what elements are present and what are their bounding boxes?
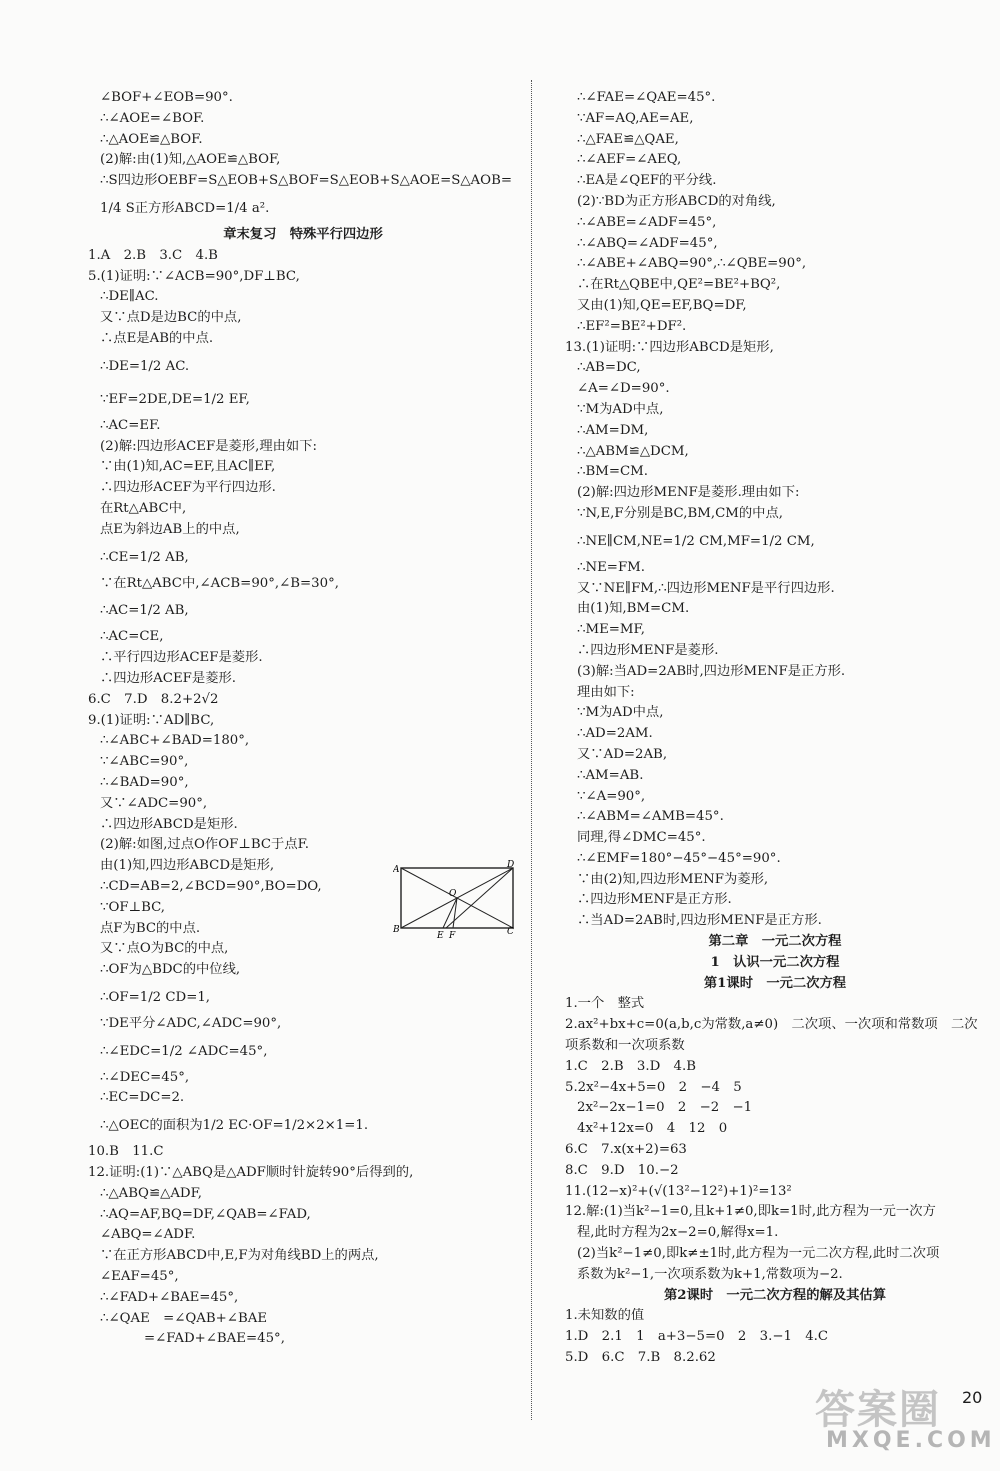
label-b: B [393, 925, 400, 935]
text-line: 2x²−2x−1=0 2 −2 −1 [577, 1100, 753, 1116]
text-line: 1.A 2.B 3.C 4.B [88, 247, 218, 263]
text-line: 1.C 2.B 3.D 4.B [565, 1058, 697, 1074]
text-line: 10.B 11.C [88, 1144, 164, 1160]
text-line: ∴∠FAE=∠QAE=45°. [577, 90, 716, 105]
text-line: 又∵NE∥FM,∴四边形MENF是平行四边形. [577, 580, 835, 596]
rectangle-figure [393, 858, 518, 938]
text-line: ∵DE平分∠ADC,∠ADC=90°, [100, 1015, 282, 1031]
text-line: ∴EA是∠QEF的平分线. [577, 173, 717, 189]
text-line: ∴∠ABE+∠ABQ=90°,∴∠QBE=90°, [577, 256, 807, 272]
text-line: 2.ax²+bx+c=0(a,b,c为常数,a≠0) 二次项、一次项和常数项 二次项系数和一次项系数 [565, 1017, 978, 1054]
text-line: ∴AC=EF. [100, 417, 161, 433]
text-line: ∴AB=DC, [577, 360, 641, 376]
label-d: D [507, 860, 515, 870]
text-line: ∴∠QAE =∠QAB+∠BAE [100, 1310, 268, 1326]
text-line: (2)解:四边形MENF是菱形.理由如下: [577, 485, 800, 501]
text-line: 12.证明:(1)∵△ABQ是△ADF顺时针旋转90°后得到的, [88, 1165, 414, 1181]
text-line: ∵N,E,F分别是BC,BM,CM的中点, [577, 505, 783, 521]
text-line: ∴点E是AB的中点. [100, 330, 214, 346]
text-line: ∴四边形ABCD是矩形. [100, 816, 238, 832]
text-line: 由(1)知,BM=CM. [577, 601, 690, 617]
text-line: ∴△FAE≌△QAE, [577, 131, 679, 147]
text-line: ∵∠A=90°, [577, 788, 646, 804]
text-line: ∵由(1)知,AC=EF,且AC∥EF, [100, 459, 276, 475]
text-line: ∵EF=2DE,DE=1/2 EF, [100, 391, 250, 407]
text-line: 章末复习 特殊平行四边形 [223, 226, 383, 242]
text-line: 12.解:(1)当k²−1=0,且k+1≠0,即k=1时,此方程为一元一次方 [565, 1204, 936, 1220]
text-line: ∴EC=DC=2. [100, 1090, 185, 1106]
text-line: ∴∠ABC+∠BAD=180°, [100, 733, 250, 749]
text-line: ∴在Rt△QBE中,QE²=BE²+BQ², [577, 277, 781, 293]
text-line: 理由如下: [577, 684, 635, 700]
text-line: =∠FAD+∠BAE=45°, [144, 1331, 285, 1347]
text-line: ∴当AD=2AB时,四边形MENF是正方形. [577, 913, 822, 929]
text-line: ∴∠EMF=180°−45°−45°=90°. [577, 850, 781, 866]
text-line: 5.2x²−4x+5=0 2 −4 5 [565, 1079, 742, 1095]
text-line: ∴AC=1/2 AB, [100, 603, 189, 619]
text-line: 6.C 7.D 8.2+2√2 [88, 691, 219, 707]
text-line: ∴△AOE≌△BOF. [100, 131, 203, 147]
text-line: 4x²+12x=0 4 12 0 [577, 1121, 728, 1137]
text-line: ∴EF²=BE²+DF². [577, 318, 687, 334]
text-line: ∠A=∠D=90°. [577, 381, 670, 397]
text-line: 1.D 2.1 1 a+3−5=0 2 3.−1 4.C [565, 1329, 829, 1345]
text-line: ∴∠ABM=∠AMB=45°. [577, 809, 724, 825]
text-line: ∴AQ=AF,BQ=DF,∠QAB=∠FAD, [100, 1206, 311, 1222]
text-line: 1.未知数的值 [565, 1308, 645, 1324]
text-line: ∴四边形MENF是正方形. [577, 892, 732, 908]
text-line: 系数为k²−1,一次项系数为k+1,常数项为−2. [577, 1266, 843, 1282]
label-a: A [393, 865, 400, 875]
watermark-url: MXQE.COM [826, 1428, 996, 1453]
text-line: ∴NE=FM. [577, 559, 646, 575]
text-line: ∴平行四边形ACEF是菱形. [100, 650, 263, 666]
column-divider [531, 80, 532, 1420]
text-line: (2)∵BD为正方形ABCD的对角线, [577, 193, 776, 209]
text-line: ∴AM=AB. [577, 767, 644, 783]
text-line: 第二章 一元二次方程 [708, 934, 842, 950]
text-line: ∵由(2)知,四边形MENF为菱形, [577, 871, 769, 887]
text-line: ∴CD=AB=2,∠BCD=90°,BO=DO, [100, 878, 322, 894]
text-line: 5.(1)证明:∵∠ACB=90°,DF⊥BC, [88, 268, 300, 284]
text-line: ∴∠FAD+∠BAE=45°, [100, 1289, 239, 1305]
text-line: ∵M为AD中点, [577, 401, 664, 417]
label-o: O [449, 889, 457, 899]
text-line: ∴∠DEC=45°, [100, 1069, 190, 1085]
text-line: ∴∠ABE=∠ADF=45°, [577, 214, 717, 230]
text-line: ∴∠BAD=90°, [100, 774, 189, 790]
text-line: 1.一个 整式 [565, 996, 645, 1012]
text-line: ∴DE∥AC. [100, 289, 159, 305]
text-line: ∵在正方形ABCD中,E,F为对角线BD上的两点, [100, 1248, 379, 1264]
text-line: 程,此时方程为2x−2=0,解得x=1. [577, 1225, 779, 1241]
text-line: (2)解:如图,过点O作OF⊥BC于点F. [100, 837, 310, 853]
text-line: ∵M为AD中点, [577, 705, 664, 721]
text-line: 9.(1)证明:∵AD∥BC, [88, 712, 215, 728]
text-line: 又由(1)知,QE=EF,BQ=DF, [577, 297, 747, 313]
text-line: (3)解:当AD=2AB时,四边形MENF是正方形. [577, 663, 846, 679]
text-line: 11.(12−x)²+(√(13²−12²)+1)²=13² [565, 1183, 792, 1199]
text-line: 点F为BC的中点. [100, 920, 201, 936]
text-line: 又∵AD=2AB, [577, 746, 668, 762]
label-f: F [449, 931, 456, 938]
text-line: 第1课时 一元二次方程 [703, 975, 847, 991]
text-line: ∠EAF=45°, [100, 1269, 179, 1285]
text-line: ∠ABQ=∠ADF. [100, 1227, 196, 1243]
text-line: ∴AD=2AM. [577, 726, 653, 742]
text-line: ∴OF=1/2 CD=1, [100, 989, 211, 1005]
text-line: 1 认识一元二次方程 [710, 954, 840, 970]
text-line: ∴∠ABQ=∠ADF=45°, [577, 235, 718, 251]
watermark-logo: 答案圈 [815, 1387, 941, 1433]
text-line: ∵AF=AQ,AE=AE, [577, 110, 694, 126]
text-line: ∠BOF+∠EOB=90°. [100, 90, 233, 105]
text-line: 第2课时 一元二次方程的解及其估算 [663, 1287, 886, 1303]
text-line: ∴△ABQ≌△ADF, [100, 1185, 202, 1201]
text-line: ∴NE∥CM,NE=1/2 CM,MF=1/2 CM, [577, 533, 815, 549]
text-line: ∴△ABM≌△DCM, [577, 443, 689, 459]
text-line: ∴四边形MENF是菱形. [577, 642, 719, 658]
text-line: (2)解:四边形ACEF是菱形,理由如下: [100, 438, 317, 454]
text-line: ∴∠EDC=1/2 ∠ADC=45°, [100, 1043, 268, 1059]
text-line: 8.C 9.D 10.−2 [565, 1162, 679, 1178]
text-line: ∴四边形ACEF是菱形. [100, 670, 237, 686]
text-line: ∴△OEC的面积为1/2 EC·OF=1/2×2×1=1. [100, 1118, 369, 1134]
text-line: ∴四边形ACEF为平行四边形. [100, 480, 276, 496]
text-line: ∵∠ABC=90°, [100, 754, 189, 770]
text-line: ∴OF为△BDC的中位线, [100, 962, 241, 978]
text-line: ∴∠AOE=∠BOF. [100, 110, 205, 126]
text-line: 又∵点D是边BC的中点, [100, 310, 242, 326]
text-line: 6.C 7.x(x+2)=63 [565, 1142, 687, 1158]
text-line: ∵在Rt△ABC中,∠ACB=90°,∠B=30°, [100, 575, 339, 591]
text-line: ∴DE=1/2 AC. [100, 358, 190, 374]
label-e: E [437, 931, 444, 938]
text-line: (2)解:由(1)知,△AOE≌△BOF, [100, 152, 281, 168]
text-line: 1/4 S正方形ABCD=1/4 a². [100, 200, 270, 216]
text-line: ∴BM=CM. [577, 464, 649, 480]
text-line: 在Rt△ABC中, [100, 500, 187, 516]
page-number: 20 [962, 1388, 983, 1407]
text-line: ∴AC=CE, [100, 629, 164, 645]
text-line: ∴S四边形OEBF=S△EOB+S△BOF=S△EOB+S△AOE=S△AOB= [100, 173, 512, 189]
text-line: ∴CE=1/2 AB, [100, 549, 189, 565]
text-line: ∴AM=DM, [577, 422, 649, 438]
text-line: 同理,得∠DMC=45°. [577, 830, 706, 846]
text-line: 点E为斜边AB上的中点, [100, 521, 240, 537]
text-line: ∴∠AEF=∠AEQ, [577, 152, 682, 168]
label-c: C [507, 927, 514, 937]
left-column [88, 88, 518, 1350]
text-line: 又∵∠ADC=90°, [100, 795, 208, 811]
text-line: (2)当k²−1≠0,即k≠±1时,此方程为一元二次方程,此时二次项 [577, 1246, 940, 1262]
right-column [565, 88, 985, 1369]
text-line: ∴ME=MF, [577, 622, 645, 638]
text-line: 由(1)知,四边形ABCD是矩形, [100, 858, 275, 874]
text-line: 13.(1)证明:∵四边形ABCD是矩形, [565, 339, 774, 355]
text-line: 又∵点O为BC的中点, [100, 941, 229, 957]
text-line: ∵OF⊥BC, [100, 899, 166, 915]
text-line: 5.D 6.C 7.B 8.2.62 [565, 1350, 716, 1366]
